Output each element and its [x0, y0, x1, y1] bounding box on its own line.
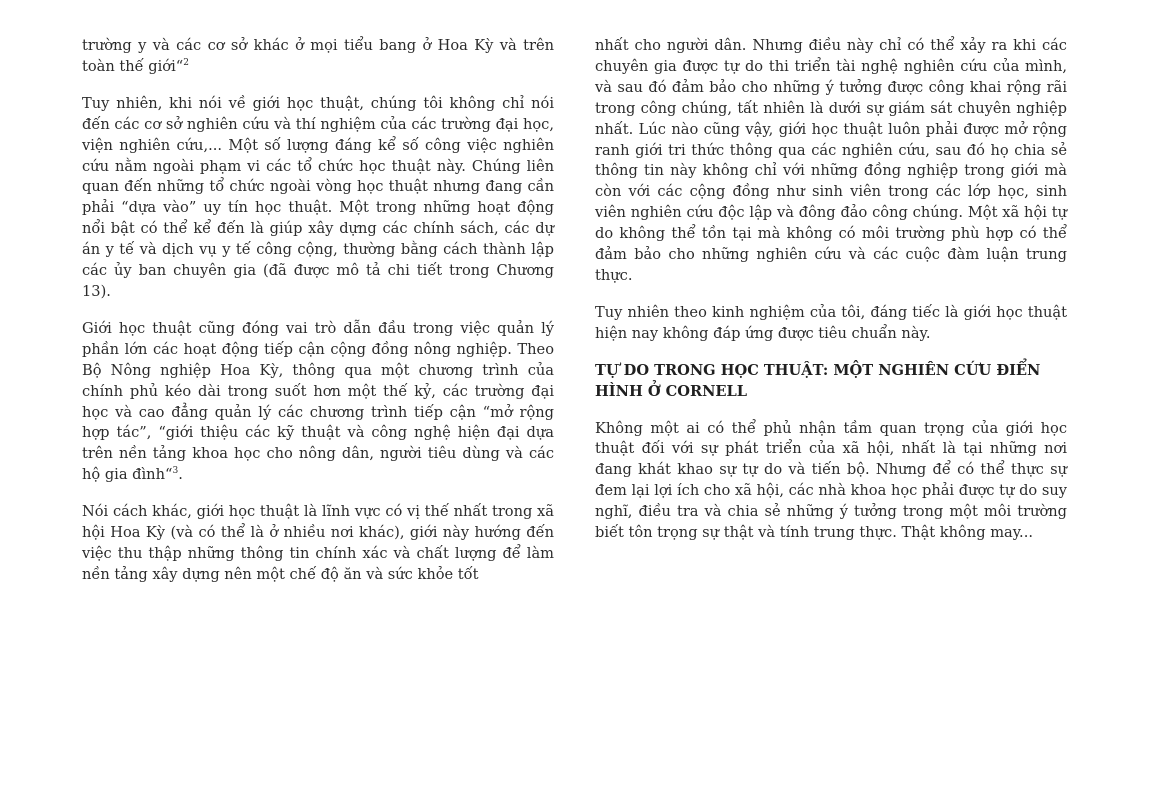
footnote-reference[interactable]: 2 [183, 58, 189, 69]
right-column [595, 36, 1067, 560]
section-heading: TỰ DO TRONG HỌC THUẬT: MỘT NGHIÊN CỨU ĐIỂN HÌNH Ở CORNELL [595, 361, 1041, 400]
paragraph: Nói cách khác, giới học thuật là lĩnh vực có vị thế nhất trong xã hội Hoa Kỳ (và có thể là ở nhiều nơi khác), giới này hướng đến việc thu thập những thông tin chính xác và chất lượng để làm nền tảng xây dựng nên một chế độ ăn và sức khỏe tốt [82, 503, 554, 583]
paragraph: Tuy nhiên theo kinh nghiệm của tôi, đáng tiếc là giới học thuật hiện nay không đáp ứng được tiêu chuẩn này. [595, 303, 1067, 342]
paragraph: Tuy nhiên, khi nói về giới học thuật, chúng tôi không chỉ nói đến các cơ sở nghiên cứu và thí nghiệm của các trường đại học, viện nghiên cứu,... Một số lượng đáng kể số công việc nghiên cứu nằm ngoài phạm vi các tổ chức học thuật này. Chúng liên quan đến những tổ chức ngoài vòng học thuật nhưng đang cần phải “dựa vào” uy tín học thuật. Một trong những hoạt động nổi bật có thể kể đến là giúp xây dựng các chính sách, các dự án y tế và dịch vụ y tế công cộng, thường bằng cách thành lập các ủy ban chuyên gia (đã được mô tả chi tiết trong Chương 13). [82, 94, 554, 300]
footnote-reference[interactable]: 3 [172, 466, 179, 477]
paragraph [82, 319, 554, 486]
left-column [82, 36, 554, 602]
paragraph-text: trường y và các cơ sở khác ở mọi tiểu bang ở Hoa Kỳ và trên toàn thế giới“ [82, 37, 554, 75]
paragraph-tail: . [178, 466, 183, 484]
paragraph: nhất cho người dân. Nhưng điều này chỉ có thể xảy ra khi các chuyên gia được tự do thi triển tài nghệ nghiên cứu của mình, và sau đó đảm bảo cho những ý tưởng được công khai rộng rãi trong công chúng, tất nhiên là dưới sự giám sát chuyên nghiệp nhất. Lúc nào cũng vậy, giới học thuật luôn phải được mở rộng ranh giới tri thức thông qua các nghiên cứu, sau đó họ chia sẻ thông tin này không chỉ với những đồng nghiệp trong giới mà còn với các cộng đồng như sinh viên trong các lớp học, sinh viên nghiên cứu độc lập và đông đảo công chúng. Một xã hội tự do không thể tồn tại mà không có môi trường phù hợp có thể đảm bảo cho những nghiên cứu và các cuộc đàm luận trung thực. [595, 37, 1067, 284]
paragraph-text: Giới học thuật cũng đóng vai trò dẫn đầu trong việc quản lý phần lớn các hoạt động tiếp cận cộng đồng nông nghiệp. Theo Bộ Nông nghiệp Hoa Kỳ, thông qua một chương trình của chính phủ kéo dài trong suốt hơn một thế kỷ, các trường đại học và cao đẳng quản lý các chương trình tiếp cận “mở rộng hợp tác”, “giới thiệu các kỹ thuật và công nghệ hiện đại dựa trên nền tảng khoa học cho nông dân, người tiêu dùng và các hộ gia đình“ [82, 319, 554, 484]
paragraph [82, 36, 554, 78]
paragraph: Không một ai có thể phủ nhận tầm quan trọng của giới học thuật đối với sự phát triển của xã hội, nhất là tại những nơi đang khát khao sự tự do và tiến bộ. Nhưng để có thể thực sự đem lại lợi ích cho xã hội, các nhà khoa học phải được tự do suy nghĩ, điều tra và chia sẻ những ý tưởng trong một môi trường biết tôn trọng sự thật và tính trung thực. Thật không may... [595, 419, 1067, 542]
